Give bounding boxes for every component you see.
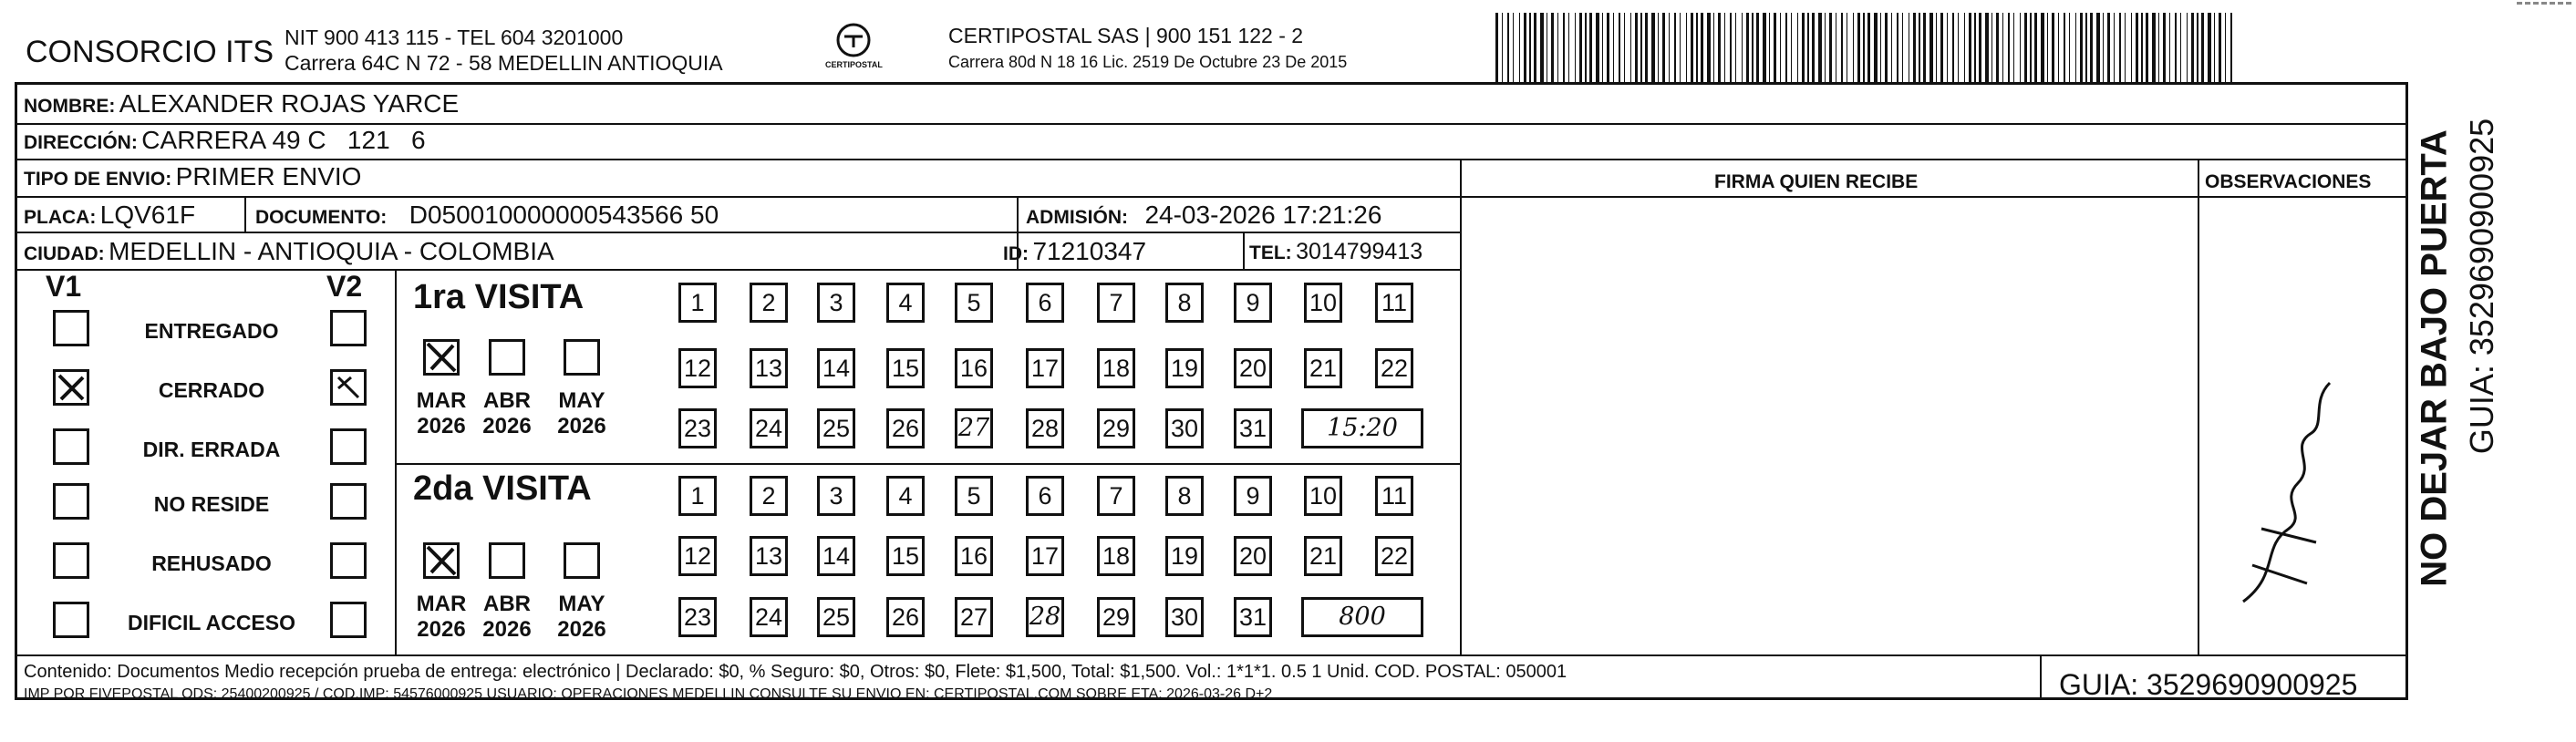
- ciudad-label: CIUDAD:: [24, 243, 105, 264]
- barcode-bar: [1774, 13, 1776, 82]
- direccion-row: [24, 126, 426, 155]
- id-value: 71210347: [1032, 237, 1147, 265]
- footer-print-info: IMP POR FIVEPOSTAL ODS: 25400200925 / COD.IMP: 54576000925 USUARIO: OPERACIONES MEDELLIN CONSULTE SU ENVIO EN: CERTIPOSTAL.COM SOBRE ETA: 2026-03-26 D+2: [24, 686, 1273, 702]
- day-box[interactable]: 1: [678, 476, 717, 516]
- barcode-bar: [2163, 13, 2166, 82]
- barcode-bar: [2201, 13, 2204, 82]
- day-box[interactable]: 10: [1304, 476, 1342, 516]
- barcode-bar: [1589, 13, 1592, 82]
- v2-checkbox[interactable]: [330, 483, 367, 520]
- barcode: [1495, 13, 2234, 82]
- day-box[interactable]: 24: [750, 408, 788, 448]
- v1-checkbox[interactable]: [53, 369, 89, 406]
- day-box[interactable]: 21: [1304, 536, 1342, 576]
- barcode-bar: [1812, 13, 1815, 82]
- barcode-bar: [1585, 13, 1587, 82]
- barcode-bar: [1919, 13, 1920, 82]
- barcode-bar: [2107, 13, 2110, 82]
- label-frame: [15, 82, 2408, 700]
- company-name: CONSORCIO ITS: [26, 35, 274, 69]
- day-box[interactable]: 30: [1165, 597, 1204, 637]
- barcode-bar: [2114, 13, 2115, 82]
- barcode-bar: [2152, 13, 2156, 82]
- day-box[interactable]: 30: [1165, 408, 1204, 448]
- day-box[interactable]: 29: [1097, 408, 1135, 448]
- barcode-bar: [2030, 13, 2032, 82]
- barcode-bar: [2052, 13, 2054, 82]
- barcode-bar: [1841, 13, 1843, 82]
- day-box[interactable]: 8: [1165, 476, 1204, 516]
- barcode-bar: [1513, 13, 1514, 82]
- day-box[interactable]: 1: [678, 283, 717, 323]
- month-label: MAR: [416, 592, 467, 616]
- status-option-label: CERRADO: [158, 378, 265, 402]
- tipo-value: PRIMER ENVIO: [175, 162, 362, 191]
- month-checkbox[interactable]: [423, 542, 460, 579]
- barcode-bar: [1857, 13, 1860, 82]
- barcode-bar: [1867, 13, 1870, 82]
- barcode-bar: [2219, 13, 2221, 82]
- barcode-bar: [2214, 13, 2215, 82]
- barcode-bar: [1534, 13, 1536, 82]
- day-box[interactable]: 11: [1375, 283, 1413, 323]
- barcode-bar: [1724, 13, 1725, 82]
- barcode-bar: [1746, 13, 1749, 82]
- barcode-bar: [1495, 13, 1498, 82]
- barcode-bar: [1996, 13, 1999, 82]
- barcode-bar: [1640, 13, 1642, 82]
- barcode-bar: [2136, 13, 2138, 82]
- barcode-bar: [2230, 13, 2232, 82]
- barcode-bar: [1829, 13, 1832, 82]
- day-box[interactable]: 6: [1026, 283, 1064, 323]
- tipo-label: TIPO DE ENVIO:: [24, 169, 172, 190]
- side-guia: GUIA: 3529690900925: [2463, 118, 2500, 455]
- day-box[interactable]: 20: [1234, 348, 1272, 388]
- barcode-bar: [2158, 13, 2159, 82]
- barcode-bar: [1913, 13, 1916, 82]
- barcode-bar: [1853, 13, 1854, 82]
- ciudad-row: [24, 237, 554, 266]
- barcode-bar: [1923, 13, 1926, 82]
- barcode-bar: [2180, 13, 2181, 82]
- day-box[interactable]: 28: [1026, 597, 1064, 637]
- month-checkbox[interactable]: [423, 339, 460, 376]
- time-box: 15:20: [1301, 408, 1423, 448]
- month-checkbox[interactable]: [564, 542, 600, 579]
- barcode-bar: [2058, 13, 2059, 82]
- barcode-bar: [1964, 13, 1965, 82]
- barcode-bar: [2064, 13, 2065, 82]
- barcode-bar: [2146, 13, 2148, 82]
- day-box[interactable]: 31: [1234, 597, 1272, 637]
- admision-value: 24-03-2026 17:21:26: [1144, 201, 1382, 229]
- day-box[interactable]: 8: [1165, 283, 1204, 323]
- day-box[interactable]: 9: [1234, 476, 1272, 516]
- barcode-bar: [2047, 13, 2048, 82]
- v1-checkbox[interactable]: [53, 602, 89, 638]
- barcode-bar: [1818, 13, 1822, 82]
- placa-row: [24, 201, 195, 230]
- barcode-bar: [1958, 13, 1959, 82]
- carrier-info-2: Carrera 80d N 18 16 Lic. 2519 De Octubre 23 De 2015: [948, 53, 1348, 71]
- v2-checkbox[interactable]: [330, 602, 367, 638]
- barcode-bar: [1579, 13, 1582, 82]
- barcode-bar: [1529, 13, 1531, 82]
- barcode-bar: [1524, 13, 1526, 82]
- barcode-bar: [1658, 13, 1659, 82]
- day-box[interactable]: 24: [750, 597, 788, 637]
- barcode-bar: [1880, 13, 1881, 82]
- barcode-bar: [1891, 13, 1892, 82]
- barcode-bar: [1707, 13, 1711, 82]
- day-box[interactable]: 19: [1165, 536, 1204, 576]
- v2-checkbox[interactable]: [330, 369, 367, 406]
- v2-checkbox[interactable]: [330, 428, 367, 465]
- company-info-2: Carrera 64C N 72 - 58 MEDELLIN ANTIOQUIA: [284, 51, 723, 75]
- v1-label: V1: [46, 270, 82, 303]
- barcode-bar: [1763, 13, 1766, 82]
- barcode-bar: [1991, 13, 1992, 82]
- month-checkbox[interactable]: [564, 339, 600, 376]
- day-box[interactable]: 31: [1234, 408, 1272, 448]
- tel-label: TEL:: [1249, 242, 1292, 263]
- documento-value: D050010000000543566 50: [409, 201, 719, 229]
- day-box[interactable]: 6: [1026, 476, 1064, 516]
- barcode-bar: [2002, 13, 2003, 82]
- barcode-bar: [2197, 13, 2198, 82]
- day-box[interactable]: 16: [955, 536, 993, 576]
- barcode-bar: [1769, 13, 1770, 82]
- status-option-label: DIFICIL ACCESO: [127, 611, 295, 634]
- barcode-bar: [1669, 13, 1670, 82]
- id-label: ID:: [1003, 243, 1029, 264]
- barcode-bar: [1662, 13, 1665, 82]
- barcode-bar: [2090, 13, 2093, 82]
- direccion-value: CARRERA 49 C 121 6: [141, 126, 426, 154]
- first-visit-title: 1ra VISITA: [413, 278, 585, 316]
- barcode-bar: [1563, 13, 1565, 82]
- day-box[interactable]: 20: [1234, 536, 1272, 576]
- day-box[interactable]: 3: [817, 476, 855, 516]
- day-box[interactable]: 14: [817, 536, 855, 576]
- day-box[interactable]: 4: [886, 476, 925, 516]
- barcode-bar: [1686, 13, 1687, 82]
- day-box[interactable]: 10: [1304, 283, 1342, 323]
- status-option-label: DIR. ERRADA: [142, 438, 281, 461]
- barcode-bar: [2020, 13, 2021, 82]
- barcode-bar: [1630, 13, 1631, 82]
- year-label: 2026: [417, 617, 466, 642]
- day-box[interactable]: 18: [1097, 536, 1135, 576]
- day-box[interactable]: 15: [886, 348, 925, 388]
- barcode-bar: [1602, 13, 1603, 82]
- day-box[interactable]: 22: [1375, 536, 1413, 576]
- barcode-bar: [1691, 13, 1693, 82]
- year-label: 2026: [482, 617, 532, 642]
- barcode-bar: [1624, 13, 1625, 82]
- barcode-bar: [1645, 13, 1648, 82]
- barcode-bar: [1507, 13, 1509, 82]
- barcode-bar: [1735, 13, 1736, 82]
- firma-label: FIRMA QUIEN RECIBE: [1714, 171, 1919, 192]
- barcode-bar: [2085, 13, 2087, 82]
- barcode-bar: [2141, 13, 2143, 82]
- day-box[interactable]: 12: [678, 536, 717, 576]
- day-box[interactable]: 17: [1026, 348, 1064, 388]
- v2-label: V2: [326, 270, 363, 303]
- month-checkbox[interactable]: [489, 542, 525, 579]
- status-option-label: NO RESIDE: [153, 492, 270, 516]
- nombre-label: NOMBRE:: [24, 96, 116, 117]
- barcode-bar: [1874, 13, 1878, 82]
- year-label: 2026: [417, 414, 466, 438]
- day-box[interactable]: 13: [750, 348, 788, 388]
- barcode-bar: [1952, 13, 1954, 82]
- documento-label: DOCUMENTO:: [255, 207, 388, 228]
- month-label: ABR: [483, 592, 531, 616]
- barcode-bar: [1696, 13, 1698, 82]
- barcode-bar: [1752, 13, 1754, 82]
- day-box[interactable]: 29: [1097, 597, 1135, 637]
- day-box[interactable]: 12: [678, 348, 717, 388]
- admision-label: ADMISIÓN:: [1026, 207, 1128, 228]
- barcode-bar: [1974, 13, 1976, 82]
- day-box[interactable]: 7: [1097, 283, 1135, 323]
- barcode-bar: [1713, 13, 1714, 82]
- v2-checkbox[interactable]: [330, 310, 367, 346]
- day-box[interactable]: 14: [817, 348, 855, 388]
- barcode-bar: [2208, 13, 2211, 82]
- barcode-bar: [1701, 13, 1703, 82]
- barcode-bar: [2024, 13, 2027, 82]
- v2-checkbox[interactable]: [330, 542, 367, 579]
- direccion-label: DIRECCIÓN:: [24, 132, 138, 153]
- barcode-bar: [2103, 13, 2104, 82]
- barcode-bar: [1730, 13, 1732, 82]
- barcode-bar: [1557, 13, 1558, 82]
- month-checkbox[interactable]: [489, 339, 525, 376]
- day-box[interactable]: 23: [678, 408, 717, 448]
- day-box[interactable]: 26: [886, 408, 925, 448]
- barcode-bar: [1807, 13, 1809, 82]
- barcode-bar: [1551, 13, 1554, 82]
- barcode-bar: [2131, 13, 2132, 82]
- barcode-bar: [1680, 13, 1681, 82]
- day-box[interactable]: 5: [955, 283, 993, 323]
- barcode-bar: [1575, 13, 1576, 82]
- barcode-bar: [1780, 13, 1781, 82]
- barcode-bar: [1568, 13, 1569, 82]
- day-box[interactable]: 3: [817, 283, 855, 323]
- day-box[interactable]: 19: [1165, 348, 1204, 388]
- barcode-bar: [2175, 13, 2177, 82]
- day-box[interactable]: 27: [955, 597, 993, 637]
- barcode-bar: [1929, 13, 1933, 82]
- status-option-label: REHUSADO: [151, 551, 272, 575]
- barcode-bar: [1979, 13, 1981, 82]
- tel-row: [1249, 239, 1422, 265]
- carrier-info-1: CERTIPOSTAL SAS | 900 151 122 - 2: [948, 24, 1304, 47]
- v1-checkbox[interactable]: [53, 428, 89, 465]
- day-box[interactable]: 25: [817, 408, 855, 448]
- barcode-bar: [1785, 13, 1787, 82]
- barcode-bar: [1607, 13, 1609, 82]
- barcode-bar: [2225, 13, 2226, 82]
- day-box[interactable]: 26: [886, 597, 925, 637]
- barcode-bar: [1613, 13, 1614, 82]
- barcode-bar: [2075, 13, 2076, 82]
- barcode-bar: [2125, 13, 2126, 82]
- placa-label: PLACA:: [24, 207, 97, 228]
- barcode-bar: [1619, 13, 1620, 82]
- barcode-bar: [1902, 13, 1903, 82]
- barcode-bar: [2008, 13, 2010, 82]
- day-box[interactable]: 9: [1234, 283, 1272, 323]
- footer-contents: Contenido: Documentos Medio recepción prueba de entrega: electrónico | Declarado: $0, % Seguro: $0, Otros: $0, Flete: $1,500, Total: $1,500. Vol.: 1*1*1. 0.5 1 Unid. COD. POSTAL: 050001: [24, 662, 1567, 682]
- barcode-bar: [1985, 13, 1989, 82]
- documento-row: [255, 201, 719, 230]
- barcode-bar: [1635, 13, 1638, 82]
- barcode-bar: [1540, 13, 1544, 82]
- signature: [2225, 346, 2353, 620]
- nombre-value: ALEXANDER ROJAS YARCE: [119, 89, 460, 118]
- id-row: [1003, 237, 1146, 266]
- day-box[interactable]: 28: [1026, 408, 1064, 448]
- tel-value: 3014799413: [1296, 239, 1423, 264]
- v1-checkbox[interactable]: [53, 542, 89, 579]
- barcode-bar: [2080, 13, 2083, 82]
- barcode-bar: [2013, 13, 2014, 82]
- day-box[interactable]: 18: [1097, 348, 1135, 388]
- observaciones-label: OBSERVACIONES: [2205, 171, 2372, 192]
- barcode-bar: [1969, 13, 1971, 82]
- day-box[interactable]: 16: [955, 348, 993, 388]
- day-box[interactable]: 23: [678, 597, 717, 637]
- barcode-bar: [2169, 13, 2170, 82]
- day-box[interactable]: 7: [1097, 476, 1135, 516]
- day-box[interactable]: 2: [750, 476, 788, 516]
- barcode-bar: [2041, 13, 2044, 82]
- barcode-bar: [1947, 13, 1948, 82]
- corner-mark: [2517, 2, 2571, 8]
- barcode-bar: [1825, 13, 1826, 82]
- side-warning: NO DEJAR BAJO PUERTA: [2414, 129, 2455, 587]
- day-box[interactable]: 27: [955, 408, 993, 448]
- barcode-bar: [1863, 13, 1865, 82]
- status-option-label: ENTREGADO: [144, 319, 279, 343]
- placa-value: LQV61F: [99, 201, 196, 229]
- year-label: 2026: [557, 414, 606, 438]
- month-label: MAY: [558, 592, 605, 616]
- company-info-1: NIT 900 413 115 - TEL 604 3201000: [284, 26, 624, 49]
- barcode-bar: [1502, 13, 1503, 82]
- barcode-bar: [2069, 13, 2070, 82]
- day-box[interactable]: 21: [1304, 348, 1342, 388]
- barcode-bar: [1791, 13, 1792, 82]
- day-box[interactable]: 25: [817, 597, 855, 637]
- barcode-bar: [1936, 13, 1937, 82]
- day-box[interactable]: 15: [886, 536, 925, 576]
- barcode-bar: [2034, 13, 2037, 82]
- barcode-bar: [1596, 13, 1599, 82]
- barcode-bar: [1651, 13, 1655, 82]
- second-visit-title: 2da VISITA: [413, 469, 592, 508]
- ciudad-value: MEDELLIN - ANTIOQUIA - COLOMBIA: [109, 237, 554, 265]
- month-label: MAR: [416, 388, 467, 413]
- time-box: 800: [1301, 597, 1423, 637]
- admision-row: [1026, 201, 1381, 230]
- barcode-bar: [1797, 13, 1798, 82]
- barcode-bar: [2096, 13, 2100, 82]
- logo-text: CERTIPOSTAL: [825, 60, 883, 69]
- barcode-bar: [1897, 13, 1898, 82]
- year-label: 2026: [482, 414, 532, 438]
- month-label: MAY: [558, 388, 605, 413]
- month-label: ABR: [483, 388, 531, 413]
- day-box[interactable]: 11: [1375, 476, 1413, 516]
- day-box[interactable]: 4: [886, 283, 925, 323]
- day-box[interactable]: 22: [1375, 348, 1413, 388]
- v1-checkbox[interactable]: [53, 483, 89, 520]
- barcode-bar: [1885, 13, 1888, 82]
- nombre-row: [24, 89, 459, 119]
- barcode-bar: [1756, 13, 1759, 82]
- barcode-bar: [1519, 13, 1520, 82]
- barcode-bar: [2187, 13, 2188, 82]
- barcode-bar: [1742, 13, 1743, 82]
- barcode-bar: [1940, 13, 1943, 82]
- day-box[interactable]: 17: [1026, 536, 1064, 576]
- tipo-row: [24, 162, 361, 191]
- footer-guia: GUIA: 3529690900925: [2059, 668, 2358, 701]
- day-box[interactable]: 2: [750, 283, 788, 323]
- barcode-bar: [2191, 13, 2194, 82]
- barcode-bar: [2119, 13, 2121, 82]
- v1-checkbox[interactable]: [53, 310, 89, 346]
- barcode-bar: [1718, 13, 1721, 82]
- day-box[interactable]: 5: [955, 476, 993, 516]
- barcode-bar: [1674, 13, 1676, 82]
- day-box[interactable]: 13: [750, 536, 788, 576]
- year-label: 2026: [557, 617, 606, 642]
- barcode-bar: [1802, 13, 1805, 82]
- certipostal-logo: [825, 18, 882, 75]
